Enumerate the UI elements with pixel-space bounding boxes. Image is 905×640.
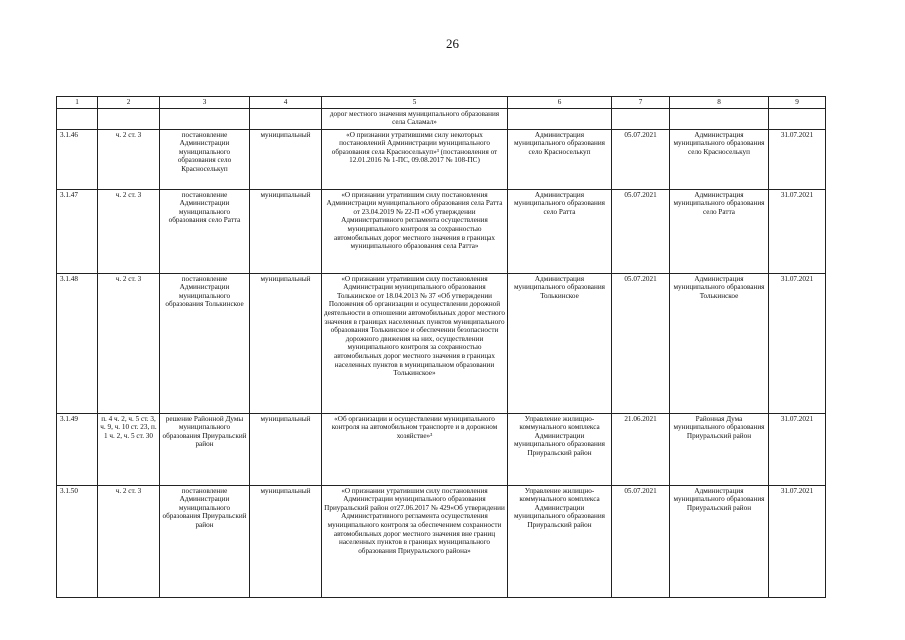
cell-executor: Администрация муниципального образования Толькинское — [508, 273, 612, 413]
cell-article: ч. 2 ст. 3 — [98, 485, 160, 597]
col-header-4: 4 — [250, 97, 322, 109]
cell — [769, 108, 826, 129]
cell-date: 05.07.2021 — [612, 129, 670, 189]
cell — [250, 108, 322, 129]
cell-body: Администрация муниципального образования село Красноселькуп — [670, 129, 769, 189]
cell — [160, 108, 250, 129]
col-header-1: 1 — [57, 97, 98, 109]
cell-num: 3.1.50 — [57, 485, 98, 597]
cell-title: дорог местного значения муниципального образования села Саламал» — [322, 108, 508, 129]
cell-num: 3.1.49 — [57, 413, 98, 485]
cell-title: «О признании утратившим силу постановления Администрации муниципального образования Приуральский район от27.06.2017 № 429«Об утверждении Административного регламента осуществления муниципального контроля за обеспечением сохранности автомобильных дорог местного значения вне границ населенных пунктов в границах муниципального образования Приуральского района» — [322, 485, 508, 597]
cell-executor: Администрация муниципального образования село Ратта — [508, 189, 612, 273]
col-header-8: 8 — [670, 97, 769, 109]
cell-act-type: постановление Администрации муниципального образования село Ратта — [160, 189, 250, 273]
legal-acts-table — [56, 96, 826, 598]
cell-act-type: решение Районной Думы муниципального образования Приуральский район — [160, 413, 250, 485]
cell-act-type: постановление Администрации муниципального образования Толькинское — [160, 273, 250, 413]
table-row — [57, 273, 826, 413]
cell-date: 31.07.2021 — [769, 129, 826, 189]
col-header-9: 9 — [769, 97, 826, 109]
cell-act-type: постановление Администрации муниципального образования село Красноселькуп — [160, 129, 250, 189]
col-header-2: 2 — [98, 97, 160, 109]
table-row — [57, 413, 826, 485]
cell-num: 3.1.46 — [57, 129, 98, 189]
cell-title: «О признании утратившими силу некоторых постановлений Администрации муниципального образования села Красноселькуп»³ (постановления от 12.01.2016 № 1-ПС, 09.08.2017 № 108-ПС) — [322, 129, 508, 189]
cell-title: «О признании утратившим силу постановления Администрации муниципального образования села Ратта от 23.04.2019 № 22-П «Об утверждении Административного регламента осуществления муниципального контроля за сохранностью автомобильных дорог местного значения в границах муниципального образования села Ратта» — [322, 189, 508, 273]
cell-date: 05.07.2021 — [612, 273, 670, 413]
cell-date: 21.06.2021 — [612, 413, 670, 485]
cell — [508, 108, 612, 129]
cell-num: 3.1.48 — [57, 273, 98, 413]
cell-date: 05.07.2021 — [612, 189, 670, 273]
cell-title: «О признании утратившим силу постановления Администрации муниципального образования Толькинское от 18.04.2013 № 37 «Об утверждении Положения об организации и осуществлении дорожной деятельности в отношении автомобильных дорог местного значения в границах населенных пунктов муниципального образования Толькинское и обеспечении безопасности дорожного движения на них, осуществлении муниципального контроля за сохранностью автомобильных дорог местного значения в границах населенных пунктов в муниципальном образовании Толькинское» — [322, 273, 508, 413]
cell-article: п. 4 ч. 2, ч. 5 ст. 3, ч. 9, ч. 10 ст. 23, п. 1 ч. 2, ч. 5 ст. 30 — [98, 413, 160, 485]
cell-date: 31.07.2021 — [769, 273, 826, 413]
col-header-7: 7 — [612, 97, 670, 109]
continuation-row — [57, 108, 826, 129]
cell-title: «Об организации и осуществлении муниципального контроля на автомобильном транспорте и в дорожном хозяйстве»³ — [322, 413, 508, 485]
cell-level: муниципальный — [250, 273, 322, 413]
cell-level: муниципальный — [250, 189, 322, 273]
cell-date: 05.07.2021 — [612, 485, 670, 597]
cell — [670, 108, 769, 129]
cell-executor: Управление жилищно-коммунального комплекса Администрации муниципального образования Приуральский район — [508, 485, 612, 597]
cell-num: 3.1.47 — [57, 189, 98, 273]
col-header-6: 6 — [508, 97, 612, 109]
table-row — [57, 189, 826, 273]
table-row — [57, 129, 826, 189]
cell-executor: Управление жилищно-коммунального комплекса Администрации муниципального образования Приуральский район — [508, 413, 612, 485]
cell-body: Администрация муниципального образования Приуральский район — [670, 485, 769, 597]
cell-article: ч. 2 ст. 3 — [98, 129, 160, 189]
cell-article: ч. 2 ст. 3 — [98, 273, 160, 413]
header-row — [57, 97, 826, 109]
cell-body: Администрация муниципального образования село Ратта — [670, 189, 769, 273]
cell-level: муниципальный — [250, 413, 322, 485]
cell-level: муниципальный — [250, 129, 322, 189]
table-row — [57, 485, 826, 597]
page-number: 26 — [446, 36, 459, 51]
col-header-3: 3 — [160, 97, 250, 109]
cell-date: 31.07.2021 — [769, 413, 826, 485]
cell-date: 31.07.2021 — [769, 485, 826, 597]
cell — [612, 108, 670, 129]
col-header-5: 5 — [322, 97, 508, 109]
cell-act-type: постановление Администрации муниципального образования Приуральский район — [160, 485, 250, 597]
cell-date: 31.07.2021 — [769, 189, 826, 273]
cell — [98, 108, 160, 129]
cell-body: Администрация муниципального образования Толькинское — [670, 273, 769, 413]
cell-body: Районная Дума муниципального образования Приуральский район — [670, 413, 769, 485]
cell-level: муниципальный — [250, 485, 322, 597]
cell-executor: Администрация муниципального образования село Красноселькуп — [508, 129, 612, 189]
cell — [57, 108, 98, 129]
cell-article: ч. 2 ст. 3 — [98, 189, 160, 273]
